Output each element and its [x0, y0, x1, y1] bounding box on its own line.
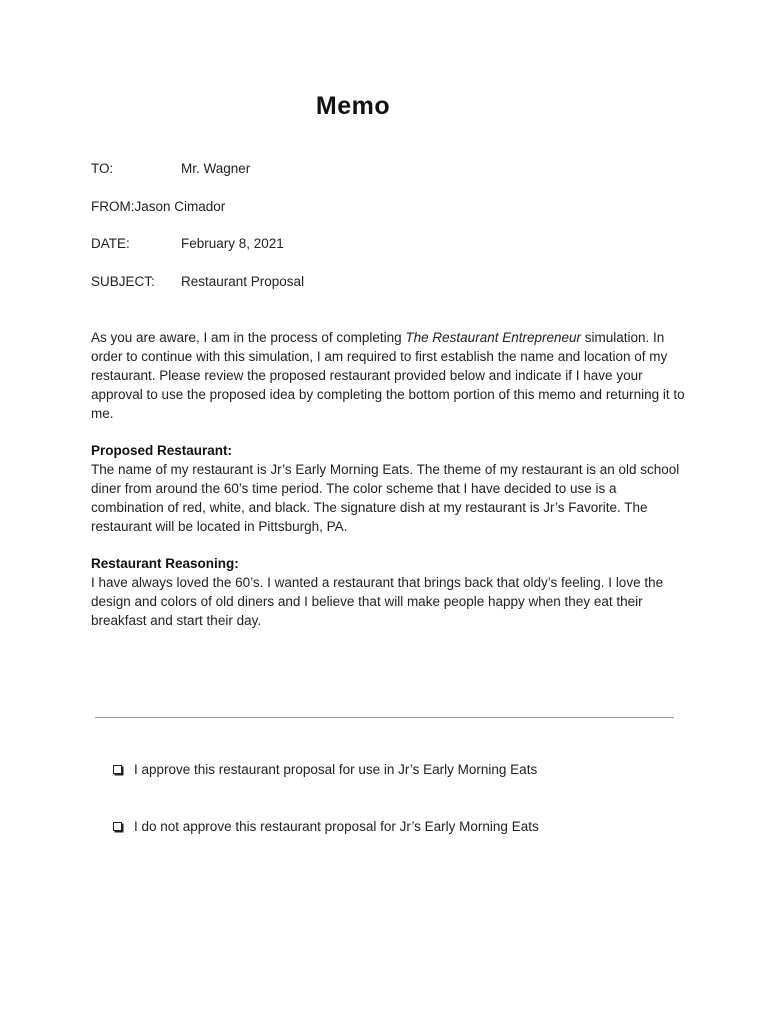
- subject-label: SUBJECT:: [91, 274, 155, 289]
- intro-paragraph: [91, 328, 691, 423]
- to-value: Mr. Wagner: [181, 161, 251, 176]
- date-value: February 8, 2021: [181, 236, 284, 251]
- intro-text-start: As you are aware, I am in the process of completing: [91, 330, 406, 345]
- date-label: DATE:: [91, 236, 130, 251]
- proposed-text: The name of my restaurant is Jr’s Early Morning Eats. The theme of my restaurant is an old school diner from around the 60’s time period. The color scheme that I have decided to use is a combination of red, white, and black. The signature dish at my restaurant is Jr’s Favorite. The restaurant will be located in Pittsburgh, PA.: [91, 462, 680, 534]
- from-value: Jason Cimador: [134, 199, 226, 214]
- checkbox-icon[interactable]: [113, 822, 122, 831]
- reasoning-section: [91, 554, 691, 630]
- simulation-title: The Restaurant Entrepreneur: [405, 330, 582, 345]
- reasoning-heading: Restaurant Reasoning:: [91, 556, 239, 571]
- divider: [95, 717, 674, 718]
- reject-label: I do not approve this restaurant proposal for Jr’s Early Morning Eats: [134, 819, 539, 834]
- from-label: FROM:: [91, 199, 135, 214]
- reject-option[interactable]: [113, 819, 539, 834]
- from-row: [91, 199, 225, 214]
- checkbox-icon[interactable]: [113, 765, 122, 774]
- approve-label: I approve this restaurant proposal for use in Jr’s Early Morning Eats: [134, 762, 538, 777]
- proposed-section: [91, 441, 691, 536]
- approve-option[interactable]: [113, 762, 537, 777]
- proposed-heading: Proposed Restaurant:: [91, 443, 233, 458]
- to-label: TO:: [91, 161, 114, 176]
- reasoning-text: I have always loved the 60’s. I wanted a restaurant that brings back that oldy’s feeling. I love the design and colors of old diners and I believe that will make people happy when they eat their breakfast and start their day.: [91, 575, 664, 628]
- page-title: Memo: [315, 92, 391, 120]
- intro-text-end: simulation. In order to continue with this simulation, I am required to first establish the name and location of my restaurant. Please review the proposed restaurant provided below and indicate if I have your approval to use the proposed idea by completing the bottom portion of this memo and returning it to me.: [91, 330, 685, 421]
- subject-value: Restaurant Proposal: [181, 274, 305, 289]
